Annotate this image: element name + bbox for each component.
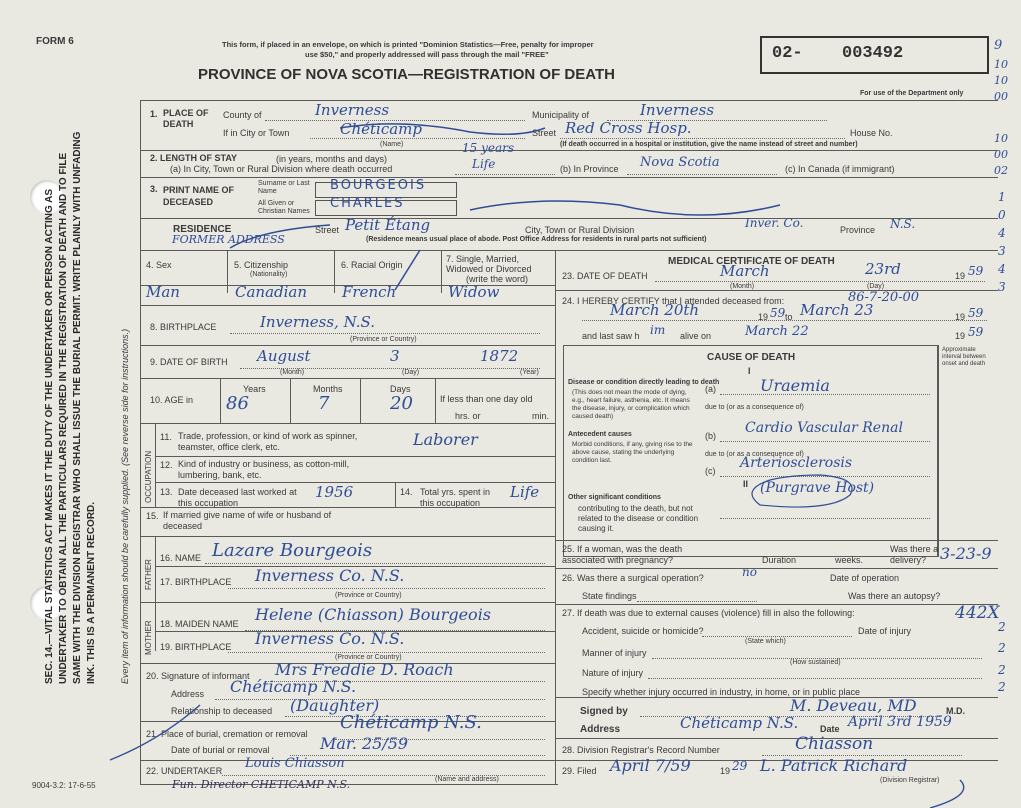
total-years-value: Life xyxy=(510,483,540,501)
approx-interval-label: Approximate interval between onset and death xyxy=(942,347,986,367)
dept-code-11: 3 xyxy=(998,244,1006,258)
birthplace-value: Inverness, N.S. xyxy=(260,313,376,331)
birthplace-prov-label: (Province or Country) xyxy=(350,336,417,343)
q26-label: 26. Was there a surgical operation? xyxy=(562,573,704,583)
sidebar-instructions: SEC. 14.—VITAL STATISTICS ACT MAKES IT THE DUTY OF THE UNDERTAKER OR PERSON ACTING AS UNDERTAKER TO OBTAIN ALL THE PARTICULARS REQUIRED IN THE REGISTRATION OF DEATH AND TO FILE SAME WITH THE DIVISION REGISTRAR WHO SHALL ISSUE THE BURIAL PERMIT. WRITE PLAINLY WITH UNFADING INK. THIS IS A PERMANENT RECORD. xyxy=(44,131,97,684)
dept-code-4: 00 xyxy=(994,90,1008,103)
nature-code-2: 2 xyxy=(998,680,1006,694)
municipality-label: Municipality of xyxy=(532,110,590,120)
death-day-value: 23rd xyxy=(865,260,901,278)
dept-code-1: 9 xyxy=(994,38,1003,53)
medical-certificate-heading: MEDICAL CERTIFICATE OF DEATH xyxy=(668,256,835,267)
min-label: min. xyxy=(532,411,550,421)
citizenship-label: 5. Citizenship xyxy=(234,260,289,270)
residence-note: (Residence means usual place of abode. Post Office Address for residents in rural parts not sufficient) xyxy=(366,236,707,243)
attended-to-year: 59 xyxy=(968,306,984,320)
surgical-value: no xyxy=(742,565,757,579)
q20-label: 20. Signature of informant xyxy=(146,671,250,681)
registration-prefix: 02- xyxy=(772,44,803,63)
mother-birthplace-value: Inverness Co. N.S. xyxy=(255,629,405,648)
roman-one: I xyxy=(748,366,751,376)
last-saw-label: and last saw h xyxy=(582,331,640,341)
cause-of-death-heading: CAUSE OF DEATH xyxy=(707,352,796,363)
due-to-label-2: due to (or as a consequence of) xyxy=(705,451,804,458)
residence-city-value: Inver. Co. xyxy=(745,216,804,230)
age-days-value: 20 xyxy=(390,393,413,414)
sex-label: 4. Sex xyxy=(146,260,172,270)
burial-place-value: Chéticamp N.S. xyxy=(340,712,482,733)
q17-label: 17. BIRTHPLACE xyxy=(160,577,232,587)
residence-city-label: City, Town or Rural Division xyxy=(525,225,635,235)
occupation-value: Laborer xyxy=(413,430,478,449)
month-label: (Month) xyxy=(280,369,305,376)
stay-city-value: 15 years xyxy=(462,141,515,155)
occupation-vertical-label: OCCUPATION xyxy=(144,450,153,503)
filed-value: April 7/59 xyxy=(610,756,691,775)
antecedent-label: Antecedent causes xyxy=(568,431,632,438)
death-day-label: (Day) xyxy=(867,283,885,290)
date-injury-label: Date of injury xyxy=(858,626,912,636)
q13-label: Date deceased last worked at this occupation xyxy=(178,487,297,508)
birthplace-label: 8. BIRTHPLACE xyxy=(150,322,217,332)
surname-label: Surname or Last Name xyxy=(258,180,310,195)
delivery-code: 3-23-9 xyxy=(940,544,992,563)
cert-date-label: Date xyxy=(820,724,840,734)
residence-province-value: N.S. xyxy=(890,217,916,231)
mailing-notice-2: use $50," and properly addressed will pass through the mail "FREE" xyxy=(305,50,549,59)
mailing-notice-1: This form, if placed in an envelope, on which is printed "Dominion Statistics—Free, penalty for improper xyxy=(222,40,594,49)
given-names-label: All Given or Christian Names xyxy=(258,200,310,215)
stay-canada-label: (c) In Canada (if immigrant) xyxy=(785,164,895,174)
day-label: (Day) xyxy=(402,369,420,376)
dob-day-value: 3 xyxy=(390,347,400,365)
q12-label: Kind of industry or business, as cotton-mill, lumbering, bank, etc. xyxy=(178,459,350,480)
relationship-label: Relationship to deceased xyxy=(171,706,273,716)
attended-from-value: March 20th xyxy=(610,301,700,319)
racial-origin-value: French xyxy=(342,283,397,301)
informant-value: Mrs Freddie D. Roach xyxy=(275,660,454,679)
q18-label: 18. MAIDEN NAME xyxy=(160,619,239,629)
q21-label: 21. Place of burial, cremation or removal xyxy=(146,729,308,739)
q25-label: 25. If a woman, was the death associated with pregnancy? xyxy=(562,544,683,565)
street-value: Red Cross Hosp. xyxy=(565,119,692,137)
delivery-label: Was there a delivery? xyxy=(890,544,939,565)
attended-to-value: March 23 xyxy=(800,301,874,319)
q16-label: 16. NAME xyxy=(160,553,202,563)
q23-label: 23. DATE OF DEATH xyxy=(562,271,648,281)
burial-date-value: Mar. 25/59 xyxy=(320,734,409,753)
residence-street-value: Petit Étang xyxy=(345,216,431,234)
marital-label: 7. Single, Married, Widowed or Divorced xyxy=(446,254,532,274)
stay-city-label: (a) In City, Town or Rural Division where death occurred xyxy=(170,164,393,174)
cause-a-value: Uraemia xyxy=(760,376,830,395)
print-code: 9004-3.2: 17-6-55 xyxy=(32,781,96,790)
q27-label: 27. If death was due to external causes (violence) fill in also the following: xyxy=(562,608,855,618)
q19-label: 19. BIRTHPLACE xyxy=(160,642,232,652)
death-month-label: (Month) xyxy=(730,283,755,290)
dept-code-6: 00 xyxy=(994,148,1008,161)
mother-prov-label: (Province or Country) xyxy=(335,654,402,661)
injury-code: 442X xyxy=(955,603,1000,623)
father-vertical-label: FATHER xyxy=(144,559,153,590)
dept-code-5: 10 xyxy=(994,132,1008,145)
how-sustained-label: (How sustained) xyxy=(790,659,841,666)
filed-year: 29 xyxy=(732,759,748,773)
dept-code-10: 4 xyxy=(998,226,1006,240)
house-no-label: House No. xyxy=(850,128,893,138)
q11-label: Trade, profession, or kind of work as spinner, teamster, office clerk, etc. xyxy=(178,431,358,452)
cert-address-label: Address xyxy=(580,724,621,735)
manner-code: 2 xyxy=(998,641,1006,655)
inline-code: 86-7-20-00 xyxy=(848,290,920,305)
division-registrar-label: (Division Registrar) xyxy=(880,777,940,784)
weeks-label: weeks. xyxy=(835,555,864,565)
place-of-death-label: PLACE OF DEATH xyxy=(163,108,209,129)
death-registration-form: SEC. 14.—VITAL STATISTICS ACT MAKES IT THE DUTY OF THE UNDERTAKER OR PERSON ACTING AS UNDERTAKER TO OBTAIN ALL THE PARTICULARS REQUIRED IN THE REGISTRATION OF DEATH AND TO FILE SAME WITH THE DIVISION REGISTRAR WHO SHALL ISSUE THE BURIAL PERMIT. WRITE PLAINLY WITH UNFADING INK. THIS IS A PERMANENT RECORD. Every item of information should be carefully supplied. (See reverse side for instructions.) FORM 6 This form, if placed in an envelope, on which is printed "Dominion Statistics—Free, penalty for improper use $50," and properly addressed will pass through the mail "FREE" PROVINCE OF NOVA SCOTIA—REGISTRATION OF DEATH 02- 003492 For use of the Department only 9 10 10 00 10 00 02 1 0 4 3 4 3 1. PLACE OF DEATH County of Inverness Municipality of Inverness If in City or Town Chéticamp (Name) Street Red Cross Hosp. House No. (If death occurred in a hospital or institution, give the name instead of street and number) 2. LENGTH OF STAY (in years, months and days) (a) In City, Town or Rural Division where death occurred 15 years Life (b) In Province Nova Scotia (c) In Canada (if immigrant) 3. PRINT NAME OF DECEASED Surname or Last Name All Given or Christian Names BOURGEOIS CHARLES RESIDENCE Street Petit Étang City, Town or Rural Division Inver. Co. Province N.S. (Residence means usual place of abode. Post Office Address for residents in rural parts not sufficient) FORMER ADDRESS 4. Sex 5. Citizenship (Nationality) 6. Racial Origin 7. Single, Married, Widowed or Divorced (write the word) Man Canadian French Widow 8. BIRTHPLACE Inverness, N.S. (Province or Country) 9. DATE OF BIRTH August 3 1872 (Month) (Day) (Year) 10. AGE in Years Months Days 86 7 20 If less than one day old hrs. or min. OCCUPATION 11. Trade, profession, or kind of work as spinner, teamster, office clerk, etc. Laborer 12. Kind of industry or business, as cotton-mill, lumbering, bank, etc. 13. Date deceased last worked at this occupation 1956 14. Total yrs. spent in this occupation Life 15. If married give name of wife or husband of deceased FATHER 16. NAME Lazare Bourgeois 17. BIRTHPLACE Inverness Co. N.S. (Province or Country) MOTHER 18. MAIDEN NAME Helene (Chiasson) Bourgeois 19. BIRTHPLACE Inverness Co. N.S. (Province or Country) 20. Signature of informant Mrs Freddie D. Roach Address Chéticamp N.S. Relationship to deceased (Daughter) 21. Place of burial, cremation or removal Chéticamp N.S. Date of burial or removal Mar. 25/59 22. UNDERTAKER Louis Chiasson (Name and address) Fun. Director CHETICAMP N.S. 9004-3.2: 17-6-55 MEDICAL CERTIFICATE OF DEATH 23. DATE OF DEATH March 23rd 19 59 (Month) (Day) 24. I HEREBY CERTIFY that I attended deceased from: 86-7-20-00 March 20th 19 59 to March 23 19 59 and last saw h im alive on March 22 19 59 Approximate interval between onset and death CAUSE OF DEATH I Disease or condition directly leading to death (This does not mean the mode of dying, e.g., heart failure, asthenia, etc. It means the disease, injury, or complication which caused death) (a) Uraemia due to (or as a consequence of) Antecedent causes Morbid conditions, if any, giving rise to the above cause, stating the underlying condition last. (b) Cardio Vascular Renal due to (or as a consequence of) (c) Arteriosclerosis II Other significant conditions contributing to the death, but not related to the disease or condition causing it. (Purgrave Host) 25. If a woman, was the death associated with pregnancy? Duration weeks. Was there a delivery? 3-23-9 26. Was there a surgical operation? no Date of operation State findings Was there an autopsy? 27. If death was due to external causes (violence) fill in also the following: 442X Accident, suicide or homicide? (State which) Date of injury 2 Manner of injury 2 (How sustained) Nature of injury 2 Specify whether injury occurred in industry, in home, or in public place 2 Signed by M. Deveau, MD M.D. Address Chéticamp N.S. Date April 3rd 1959 28. Division Registrar's Record Number Chiasson 29. Filed April 7/59 19 29 L. Patrick Richard (Division Registrar) xyxy=(0,0,1021,808)
attended-from-year: 59 xyxy=(770,306,786,320)
dob-year-value: 1872 xyxy=(480,347,519,365)
street-label: Street xyxy=(532,128,557,138)
surname-value: BOURGEOIS xyxy=(330,178,427,193)
date-operation-label: Date of operation xyxy=(830,573,900,583)
other-note: contributing to the death, but not related to the disease or condition causing it. xyxy=(578,504,699,533)
disease-leading-label: Disease or condition directly leading to death xyxy=(568,379,720,386)
county-value: Inverness xyxy=(315,101,390,119)
state-findings-label: State findings xyxy=(582,591,637,601)
q28-label: 28. Division Registrar's Record Number xyxy=(562,745,720,755)
record-number-value: Chiasson xyxy=(795,734,874,754)
dept-code-7: 02 xyxy=(994,164,1008,177)
father-prov-label: (Province or Country) xyxy=(335,592,402,599)
form-number: FORM 6 xyxy=(36,36,74,47)
cause-c-value: Arteriosclerosis xyxy=(740,455,853,471)
father-name-value: Lazare Bourgeois xyxy=(212,540,373,561)
nature-code: 2 xyxy=(998,663,1006,677)
length-of-stay-note: (in years, months and days) xyxy=(276,154,388,164)
q29-label: 29. Filed xyxy=(562,766,597,776)
alive-on-label: alive on xyxy=(680,331,712,341)
last-worked-value: 1956 xyxy=(315,483,354,501)
sex-value: Man xyxy=(146,283,180,301)
mother-name-value: Helene (Chiasson) Bourgeois xyxy=(255,605,492,624)
marital-value: Widow xyxy=(448,283,500,301)
due-to-label-1: due to (or as a consequence of) xyxy=(705,404,804,411)
racial-origin-label: 6. Racial Origin xyxy=(341,260,403,270)
accident-code: 2 xyxy=(998,620,1006,634)
informant-address-label: Address xyxy=(171,689,205,699)
hospital-note: (If death occurred in a hospital or institution, give the name instead of street and number) xyxy=(560,141,858,148)
city-town-value: Chéticamp xyxy=(340,120,423,138)
stay-province-value: Nova Scotia xyxy=(640,155,720,170)
dept-code-12: 4 xyxy=(998,262,1006,276)
md-label: M.D. xyxy=(946,706,965,716)
given-names-value: CHARLES xyxy=(330,196,405,211)
years-label: Years xyxy=(243,384,266,394)
write-word-label: (write the word) xyxy=(466,274,529,284)
dept-code-9: 0 xyxy=(998,208,1006,222)
residence-label: RESIDENCE xyxy=(173,224,232,235)
signed-by-value: M. Deveau, MD xyxy=(790,696,917,715)
q24-label: 24. I HEREBY CERTIFY that I attended deceased from: xyxy=(562,296,785,306)
signed-by-label: Signed by xyxy=(580,706,628,717)
state-which-label: (State which) xyxy=(745,638,786,645)
manner-label: Manner of injury xyxy=(582,648,647,658)
alive-year: 59 xyxy=(968,325,984,339)
hrs-label: hrs. or xyxy=(455,411,481,421)
former-address: FORMER ADDRESS xyxy=(172,233,285,246)
stay-province-label: (b) In Province xyxy=(560,164,619,174)
cause-b-value: Cardio Vascular Renal xyxy=(745,420,903,436)
length-of-stay-label: 2. LENGTH OF STAY xyxy=(150,153,238,163)
sidebar-note: Every item of information should be carefully supplied. (See reverse side for instructions.) xyxy=(120,328,130,684)
q1-number: 1. xyxy=(150,109,158,119)
autopsy-label: Was there an autopsy? xyxy=(848,591,941,601)
cert-address-value: Chéticamp N.S. xyxy=(680,714,799,732)
residence-street-label: Street xyxy=(315,225,340,235)
other-significant-label: Other significant conditions xyxy=(568,494,661,501)
municipality-value: Inverness xyxy=(640,101,715,119)
name-paren-label: (Name) xyxy=(380,141,404,148)
roman-two: II xyxy=(743,479,749,489)
antecedent-note: Morbid conditions, if any, giving rise to the above cause, stating the underlying condition last. xyxy=(572,441,693,464)
dept-code-3: 10 xyxy=(994,74,1008,87)
father-birthplace-value: Inverness Co. N.S. xyxy=(255,566,405,585)
dob-label: 9. DATE OF BIRTH xyxy=(150,357,228,367)
form-title: PROVINCE OF NOVA SCOTIA—REGISTRATION OF DEATH xyxy=(198,66,615,83)
q15-label: If married give name of wife or husband of deceased xyxy=(163,510,332,531)
stay-city-value-2: Life xyxy=(472,157,496,171)
death-month-value: March xyxy=(720,262,770,280)
q22-label: 22. UNDERTAKER xyxy=(146,766,223,776)
relationship-value: (Daughter) xyxy=(290,696,380,715)
cause-other-value: (Purgrave Host) xyxy=(760,480,875,496)
dept-code-2: 10 xyxy=(994,58,1008,71)
funeral-director-note: Fun. Director CHETICAMP N.S. xyxy=(172,778,351,791)
nature-label: Nature of injury xyxy=(582,668,644,678)
months-label: Months xyxy=(313,384,343,394)
alive-on-value: March 22 xyxy=(745,324,809,339)
disease-note: (This does not mean the mode of dying, e.g., heart failure, asthenia, etc. It means the disease, injury, or complication which caused death) xyxy=(572,389,690,420)
registration-number: 003492 xyxy=(842,44,904,63)
duration-label: Duration xyxy=(762,555,797,565)
residence-province-label: Province xyxy=(840,225,876,235)
dob-month-value: August xyxy=(257,347,311,365)
age-label: 10. AGE in xyxy=(150,395,194,405)
burial-date-label: Date of burial or removal xyxy=(171,745,270,755)
death-year-value: 59 xyxy=(968,264,984,278)
citizenship-value: Canadian xyxy=(235,283,308,301)
last-saw-value: im xyxy=(650,323,666,337)
informant-address-value: Chéticamp N.S. xyxy=(230,677,357,696)
print-name-label: PRINT NAME OF DECEASED xyxy=(163,185,234,207)
less-than-day-label: If less than one day old xyxy=(440,394,533,404)
age-months-value: 7 xyxy=(318,393,330,414)
age-years-value: 86 xyxy=(226,393,249,414)
department-use-label: For use of the Department only xyxy=(860,90,964,97)
mother-vertical-label: MOTHER xyxy=(144,620,153,655)
nationality-label: (Nationality) xyxy=(250,271,288,278)
year-label: (Year) xyxy=(520,369,539,376)
cert-date-value: April 3rd 1959 xyxy=(848,714,952,730)
days-label: Days xyxy=(390,384,411,394)
q14-label: Total yrs. spent in this occupation xyxy=(420,487,491,508)
accident-label: Accident, suicide or homicide? xyxy=(582,626,704,636)
dept-code-13: 3 xyxy=(998,280,1006,294)
dept-code-8: 1 xyxy=(998,190,1006,204)
undertaker-value: Louis Chiasson xyxy=(245,756,345,771)
specify-label: Specify whether injury occurred in industry, in home, or in public place xyxy=(582,687,860,697)
city-town-label: If in City or Town xyxy=(223,128,290,138)
undertaker-name-address-label: (Name and address) xyxy=(435,776,499,783)
registrar-value: L. Patrick Richard xyxy=(760,756,908,775)
county-label: County of xyxy=(223,110,262,120)
